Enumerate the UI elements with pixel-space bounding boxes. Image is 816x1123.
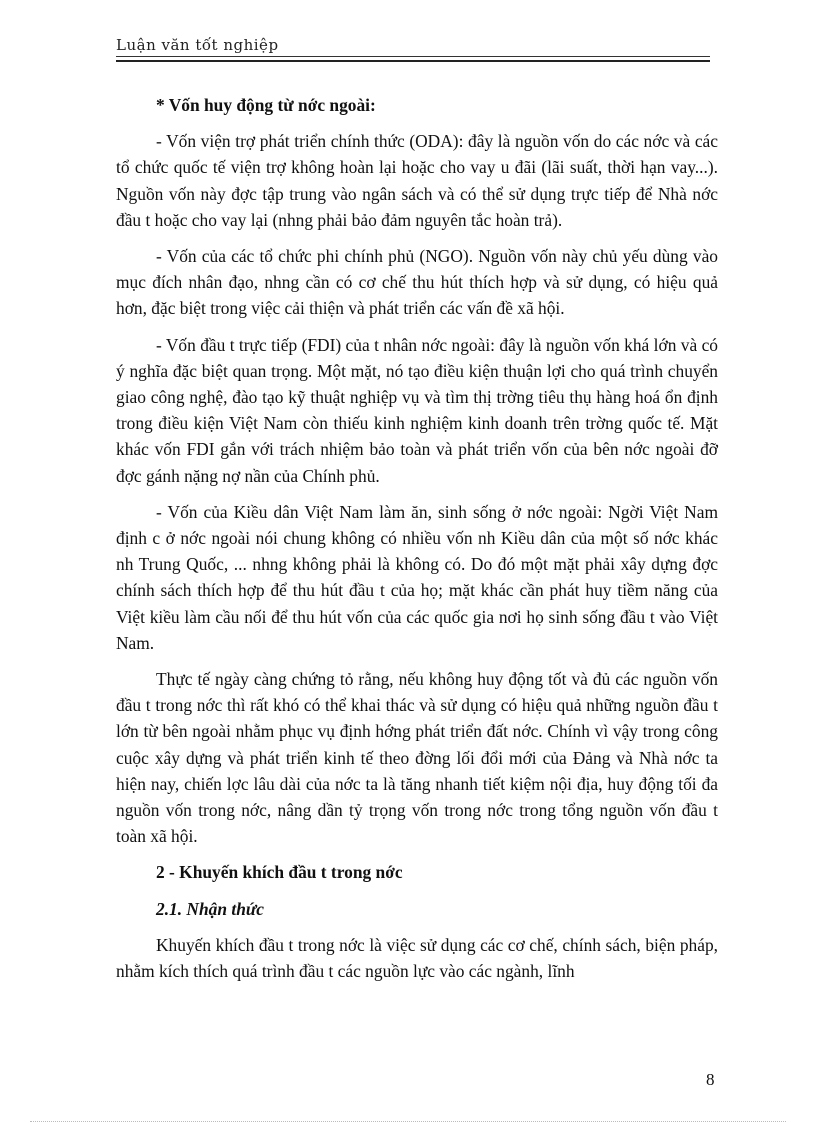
heading-section-2-1: 2.1. Nhận thức	[156, 898, 265, 919]
paragraph-overseas: - Vốn của Kiều dân Việt Nam làm ăn, sinh sống ở nớc ngoài: Ngời Việt Nam định c ở nớc ngoài nói chung không có nhiều vốn nh Kiều dân của một số nớc khác nh Trung Quốc, ... nhng không phải là không có. Do đó một mặt phải xây dựng đợc chính sách thích hợp để thu hút đầu t của họ; mặt khác cần phát huy tiềm năng của Việt kiều làm cầu nối để thu hút vốn của các quốc gia nơi họ sinh sống đầu t vào Việt Nam.	[116, 501, 718, 653]
header-rule-thick	[116, 60, 710, 62]
paragraph-fdi: - Vốn đầu t trực tiếp (FDI) của t nhân nớc ngoài: đây là nguồn vốn khá lớn và có ý nghĩa đặc biệt quan trọng. Một mặt, nó tạo điều kiện thuận lợi cho quá trình chuyển giao công nghệ, đào tạo kỹ thuật nghiệp vụ và tìm thị trờng tiêu thụ hàng hoá ổn định trong điều kiện Việt Nam còn thiếu kinh nghiệm kinh doanh trên trờng quốc tế. Mặt khác vốn FDI gắn với trách nhiệm bảo toàn và phát triển vốn của bên nớc ngoài đỡ đợc gánh nặng nợ nần của Chính phủ.	[116, 334, 718, 486]
page-number: 8	[706, 1070, 715, 1089]
heading-section-2: 2 - Khuyến khích đầu t trong nớc	[156, 862, 403, 883]
paragraph-domestic: Thực tế ngày càng chứng tỏ rằng, nếu không huy động tốt và đủ các nguồn vốn đầu t trong nớc thì rất khó có thể khai thác và sử dụng có hiệu quả những nguồn đầu t lớn từ bên ngoài nhằm phục vụ định hớng phát triển đất nớc. Chính vì vậy trong công cuộc xây dựng và phát triển kinh tế theo đờng lối đổi mới của Đảng và Nhà nớc ta hiện nay, chiến lợc lâu dài của nớc ta là tăng nhanh tiết kiệm nội địa, huy động tối đa nguồn vốn trong nớc, nâng dần tỷ trọng vốn trong nớc trong tổng nguồn vốn đầu t toàn xã hội.	[116, 669, 718, 847]
body-content	[116, 92, 718, 994]
paragraph-oda: - Vốn viện trợ phát triển chính thức (ODA): đây là nguồn vốn do các nớc và các tổ chức quốc tế viện trợ không hoàn lại hoặc cho vay u đãi (lãi suất, thời hạn vay...). Nguồn vốn này đợc tập trung vào ngân sách và có thể sử dụng trực tiếp để Nhà nớc đầu t hoặc cho vay lại (nhng phải bảo đảm nguyên tắc hoàn trả).	[116, 131, 718, 230]
paragraph-definition: Khuyến khích đầu t trong nớc là việc sử dụng các cơ chế, chính sách, biện pháp, nhằm kích thích quá trình đầu t các nguồn lực vào các ngành, lĩnh	[116, 934, 718, 982]
paragraph-ngo: - Vốn của các tổ chức phi chính phủ (NGO). Nguồn vốn này chủ yếu dùng vào mục đích nhân đạo, nhng cần có cơ chế thu hút thích hợp và sử dụng, có hiệu quả hơn, đặc biệt trong việc cải thiện và phát triển các vấn đề xã hội.	[116, 246, 718, 319]
running-header: Luận văn tốt nghiệp	[116, 36, 279, 54]
section-title: * Vốn huy động từ nớc ngoài:	[156, 95, 376, 115]
header-rule-thin	[116, 56, 710, 57]
footer-dotted-rule	[30, 1121, 786, 1122]
